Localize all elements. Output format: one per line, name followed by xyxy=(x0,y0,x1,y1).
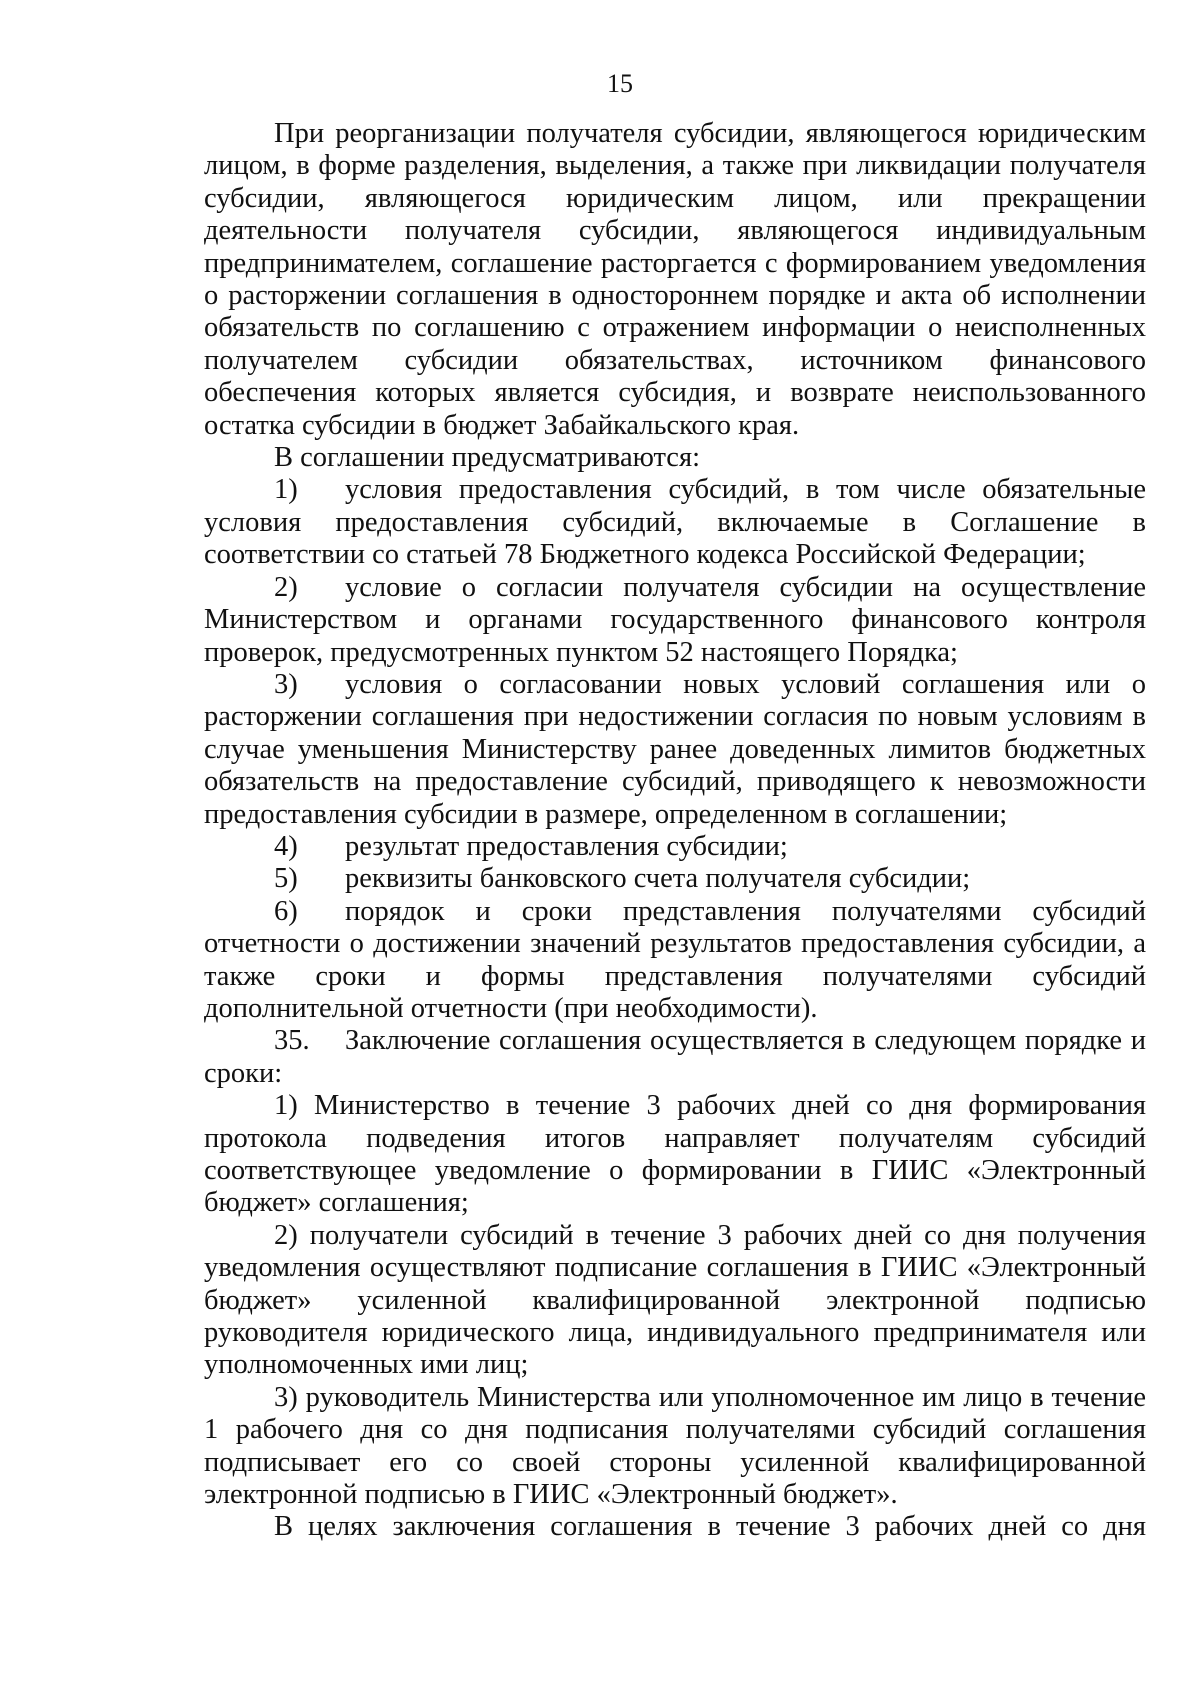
list-item-text: условия о согласовании новых условий соглашения или о расторжении соглашения при недостижении согласия по новым условиям в случае уменьшения Министерству ранее доведенных лимитов бюджетных обязательств на предоставление субсидий, приводящего к невозможности предоставления субсидии в размере, определенном в соглашении; xyxy=(204,668,1146,830)
list-item-3 xyxy=(204,669,1146,831)
list-item-4 xyxy=(204,831,1146,863)
document-body xyxy=(204,118,1146,1544)
list-item-text: порядок и сроки представления получателями субсидий отчетности о достижении значений результатов предоставления субсидии, а также сроки и формы представления получателями субсидий дополнительной отчетности (при необходимости). xyxy=(204,895,1146,1024)
clause-number: 35. xyxy=(274,1025,310,1057)
paragraph-text: В целях заключения соглашения в течение 3 рабочих дней со дня xyxy=(274,1511,1146,1543)
list-item-number: 2) xyxy=(274,571,298,603)
list-item-5 xyxy=(204,863,1146,895)
paragraph-text: 1) Министерство в течение 3 рабочих дней со дня формирования протокола подведения итогов направляет получателям субсидий соответствующее уведомление о формировании в ГИИС «Электронный бюджет» соглашения; xyxy=(204,1090,1146,1219)
list-item-6 xyxy=(204,896,1146,1026)
list-item-number: 1) xyxy=(274,474,298,506)
clause-text: Заключение соглашения осуществляется в следующем порядке и сроки: xyxy=(204,1025,1146,1089)
procedure-step-1 xyxy=(204,1090,1146,1220)
list-item-text: условие о согласии получателя субсидии на осуществление Министерством и органами государственного финансового контроля проверок, предусмотренных пунктом 52 настоящего Порядка; xyxy=(204,571,1146,668)
paragraph-text: 3) руководитель Министерства или уполномоченное им лицо в течение 1 рабочего дня со дня подписания получателями субсидий соглашения подписывает его со своей стороны усиленной квалифицированной электронной подписью в ГИИС «Электронный бюджет». xyxy=(204,1381,1146,1511)
paragraph-text: При реорганизации получателя субсидии, являющегося юридическим лицом, в форме разделения, выделения, а также при ликвидации получателя субсидии, являющегося юридическим лицом, или прекращении деятельности получателя субсидии, являющегося индивидуальным предпринимателем, соглашение расторгается с формированием уведомления о расторжении соглашения в одностороннем порядке и акта об исполнении обязательств по соглашению с отражением информации о неисполненных получателем субсидии обязательствах, источником финансового обеспечения которых является субсидия, и возврате неиспользованного остатка субсидии в бюджет Забайкальского края. xyxy=(204,118,1146,441)
list-item-2 xyxy=(204,572,1146,669)
paragraph-reorganization xyxy=(204,118,1146,442)
page-number: 15 xyxy=(607,69,633,98)
procedure-step-3 xyxy=(204,1382,1146,1512)
list-item-text: результат предоставления субсидии; xyxy=(345,830,788,862)
clause-35 xyxy=(204,1025,1146,1090)
list-item-1 xyxy=(204,474,1146,571)
list-item-number: 3) xyxy=(274,668,298,700)
procedure-step-2 xyxy=(204,1220,1146,1382)
paragraph-continued xyxy=(204,1511,1146,1543)
list-item-number: 6) xyxy=(274,895,298,927)
paragraph-agreement-provisions xyxy=(204,442,1146,474)
paragraph-text: В соглашении предусматриваются: xyxy=(274,442,700,474)
list-item-number: 4) xyxy=(274,830,298,862)
list-item-text: реквизиты банковского счета получателя субсидии; xyxy=(345,863,971,895)
paragraph-text: 2) получатели субсидий в течение 3 рабочих дней со дня получения уведомления осуществляют подписание соглашения в ГИИС «Электронный бюджет» усиленной квалифицированной электронной подписью руководителя юридического лица, индивидуального предпринимателя или уполномоченных ими лиц; xyxy=(204,1219,1146,1381)
list-item-text: условия предоставления субсидий, в том числе обязательные условия предоставления субсидий, включаемые в Соглашение в соответствии со статьей 78 Бюджетного кодекса Российской Федерации; xyxy=(204,474,1146,571)
list-item-number: 5) xyxy=(274,863,298,895)
